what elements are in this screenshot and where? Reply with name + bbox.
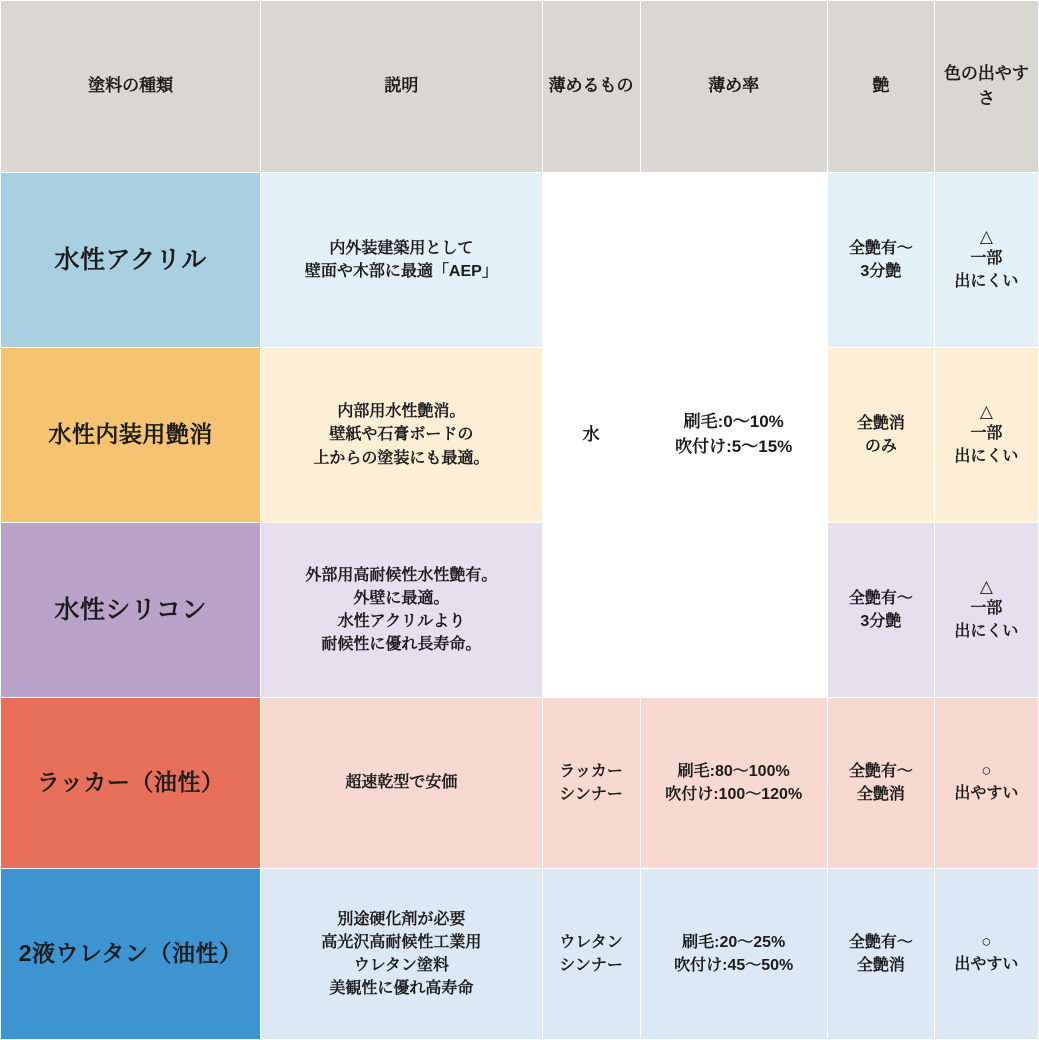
cell-description: 別途硬化剤が必要 高光沢高耐候性工業用 ウレタン塗料 美観性に優れ高寿命 — [261, 869, 542, 1040]
cell-gloss: 全艶有〜 全艶消 — [827, 698, 934, 869]
table-body — [1, 173, 1039, 1040]
cell-paint-type: ラッカー（油性） — [1, 698, 261, 869]
table-header — [1, 1, 1039, 173]
color-ease-symbol: ○ — [981, 932, 992, 952]
cell-description: 超速乾型で安価 — [261, 698, 542, 869]
column-header-paint-type: 塗料の種類 — [1, 1, 261, 173]
cell-color-ease — [934, 698, 1038, 869]
cell-paint-type: 水性アクリル — [1, 173, 261, 348]
header-row — [1, 1, 1039, 173]
color-ease-symbol: △ — [979, 576, 993, 596]
column-header-description: 説明 — [261, 1, 542, 173]
table-row — [1, 348, 1039, 523]
cell-gloss: 全艶有〜 全艶消 — [827, 869, 934, 1040]
color-ease-text: 一部 出にくい — [954, 250, 1019, 291]
cell-color-ease — [934, 348, 1038, 523]
color-ease-text: 一部 出にくい — [954, 425, 1019, 466]
cell-gloss: 全艶消 のみ — [827, 348, 934, 523]
color-ease-text: 出やすい — [954, 955, 1019, 973]
cell-color-ease — [934, 523, 1038, 698]
cell-paint-type: 水性内装用艶消 — [1, 348, 261, 523]
color-ease-symbol: △ — [979, 226, 993, 246]
cell-color-ease — [934, 173, 1038, 348]
cell-description: 内部用水性艶消。 壁紙や石膏ボードの 上からの塗装にも最適。 — [261, 348, 542, 523]
cell-thinner: ラッカー シンナー — [542, 698, 640, 869]
color-ease-text: 出やすい — [954, 784, 1019, 802]
cell-description: 内外装建築用として 壁面や木部に最適「AEP」 — [261, 173, 542, 348]
column-header-thinner: 薄めるもの — [542, 1, 640, 173]
table-row — [1, 869, 1039, 1040]
cell-color-ease — [934, 869, 1038, 1040]
table-row — [1, 173, 1039, 348]
cell-description: 外部用高耐候性水性艶有。 外壁に最適。 水性アクリルより 耐候性に優れ長寿命。 — [261, 523, 542, 698]
table-row — [1, 698, 1039, 869]
cell-thinner: ウレタン シンナー — [542, 869, 640, 1040]
cell-paint-type: 水性シリコン — [1, 523, 261, 698]
color-ease-symbol: △ — [979, 401, 993, 421]
cell-gloss: 全艶有〜 3分艶 — [827, 173, 934, 348]
color-ease-text: 一部 出にくい — [954, 600, 1019, 641]
column-header-gloss: 艶 — [827, 1, 934, 173]
column-header-color-ease: 色の出やすさ — [934, 1, 1038, 173]
cell-thinner-water: 水 — [542, 173, 640, 698]
color-ease-symbol: ○ — [981, 761, 992, 781]
cell-paint-type: 2液ウレタン（油性） — [1, 869, 261, 1040]
cell-dilution-rate-water: 刷毛:0〜10% 吹付け:5〜15% — [640, 173, 827, 698]
cell-gloss: 全艶有〜 3分艶 — [827, 523, 934, 698]
cell-dilution-rate: 刷毛:20〜25% 吹付け:45〜50% — [640, 869, 827, 1040]
table-row — [1, 523, 1039, 698]
cell-dilution-rate: 刷毛:80〜100% 吹付け:100〜120% — [640, 698, 827, 869]
column-header-dilution-rate: 薄め率 — [640, 1, 827, 173]
